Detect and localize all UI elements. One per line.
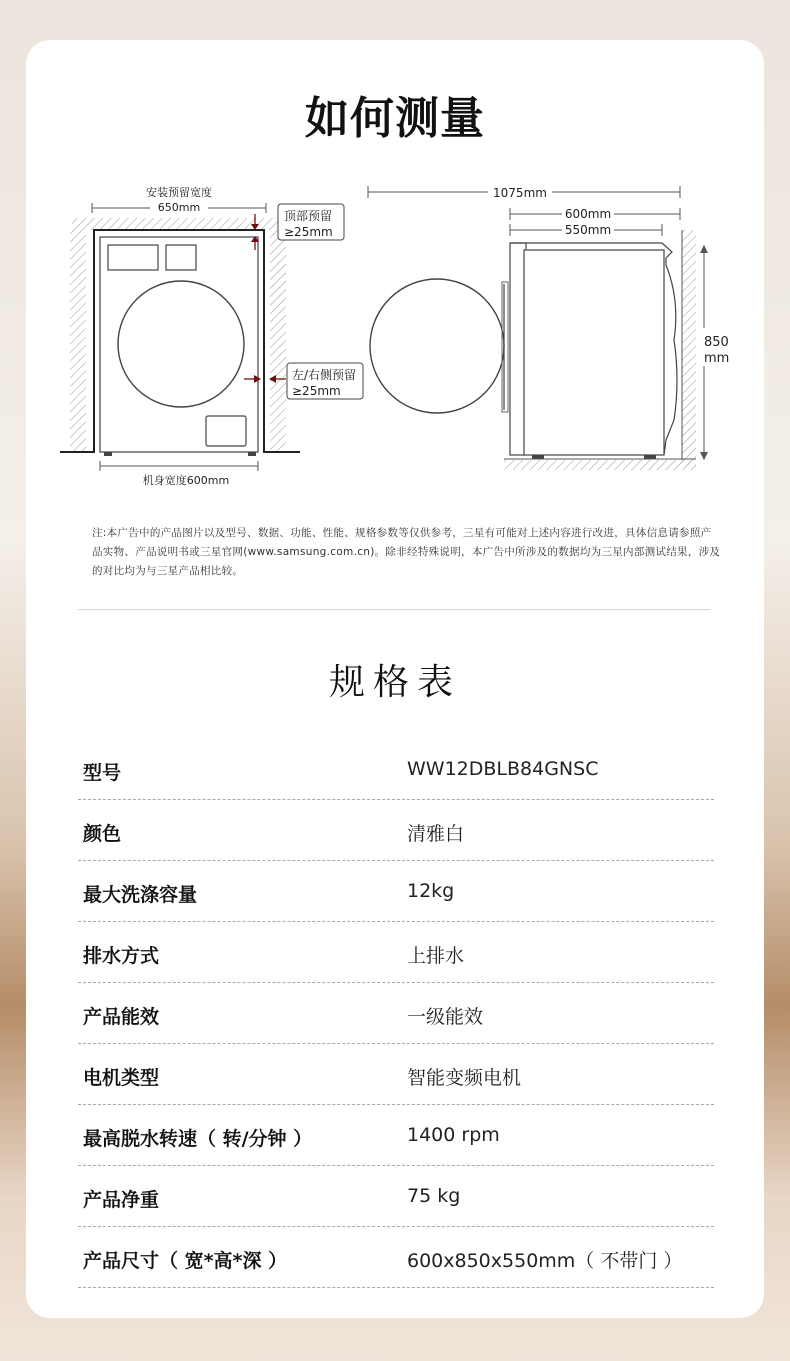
install-width-value: 650mm xyxy=(157,201,201,214)
open-door-circle xyxy=(370,279,504,413)
spec-value: 智能变频电机 xyxy=(407,1067,522,1089)
section-divider xyxy=(78,609,710,610)
left-wall-hatch xyxy=(70,230,86,452)
spec-key: 排水方式 xyxy=(83,945,160,967)
washer-body xyxy=(100,237,258,452)
spec-key: 型号 xyxy=(83,762,122,784)
body-width-label: 机身宽度600mm xyxy=(142,474,230,487)
spec-value: 75 kg xyxy=(407,1185,461,1207)
foot-right xyxy=(248,452,256,456)
spec-row xyxy=(78,984,714,1044)
spec-value: WW12DBLB84GNSC xyxy=(407,758,599,780)
spec-key: 电机类型 xyxy=(83,1067,160,1089)
measure-title: 如何测量 xyxy=(305,93,485,144)
spec-value: 1400 rpm xyxy=(407,1124,500,1146)
foot-left xyxy=(104,452,112,456)
top-clear-value: ≥25mm xyxy=(284,225,333,239)
spec-row xyxy=(78,801,714,861)
top-clear-label: 顶部预留 xyxy=(284,209,333,223)
side-clear-value: ≥25mm xyxy=(292,384,341,398)
spec-value: 12kg xyxy=(407,880,455,902)
spec-row xyxy=(78,1045,714,1105)
side-view xyxy=(368,185,738,470)
install-width-label: 安装预留宽度 xyxy=(146,186,212,199)
spec-key: 产品尺寸（ 宽*高*深 ） xyxy=(83,1250,288,1272)
depth-550: 550mm xyxy=(564,223,612,237)
specs-title: 规格表 xyxy=(328,662,461,703)
spec-row xyxy=(78,1167,714,1227)
spec-row xyxy=(78,1228,714,1288)
back-wall-hatch xyxy=(682,230,696,466)
spec-row xyxy=(78,740,714,800)
depth-600: 600mm xyxy=(564,207,612,221)
spec-table xyxy=(78,740,714,1289)
floor-hatch xyxy=(504,460,696,470)
spec-value: 600x850x550mm（ 不带门 ） xyxy=(407,1250,683,1272)
depth-1075: 1075mm xyxy=(493,186,547,200)
right-wall-hatch xyxy=(270,230,286,452)
side-clear-label: 左/右侧预留 xyxy=(292,368,357,382)
spec-key: 最高脱水转速（ 转/分钟 ） xyxy=(83,1128,313,1150)
spec-value: 上排水 xyxy=(407,945,465,967)
spec-row xyxy=(78,862,714,922)
spec-key: 颜色 xyxy=(83,823,122,845)
disclaimer-note: 注:本广告中的产品图片以及型号、数据、功能、性能、规格参数等仅供参考，三星有可能对上述内容进行改进，具体信息请参照产品实物、产品说明书或三星官网(www.samsung.com.cn)。除非经特殊说明，本广告中所涉及的数据均为三星内部测试结果，涉及的对比均为与三星产品相比较。 xyxy=(92,527,721,577)
front-view xyxy=(60,185,363,487)
spec-row xyxy=(78,923,714,983)
spec-key: 产品净重 xyxy=(83,1189,160,1211)
spec-key: 产品能效 xyxy=(83,1006,160,1028)
spec-value: 清雅白 xyxy=(407,823,465,845)
height-value: 850 xyxy=(704,335,729,350)
height-unit: mm xyxy=(704,351,730,366)
spec-key: 最大洗涤容量 xyxy=(83,884,198,906)
spec-row xyxy=(78,1106,714,1166)
spec-value: 一级能效 xyxy=(407,1006,484,1028)
measure-diagram xyxy=(26,40,764,520)
washer-side-body xyxy=(524,250,664,455)
content-card xyxy=(26,40,764,1318)
